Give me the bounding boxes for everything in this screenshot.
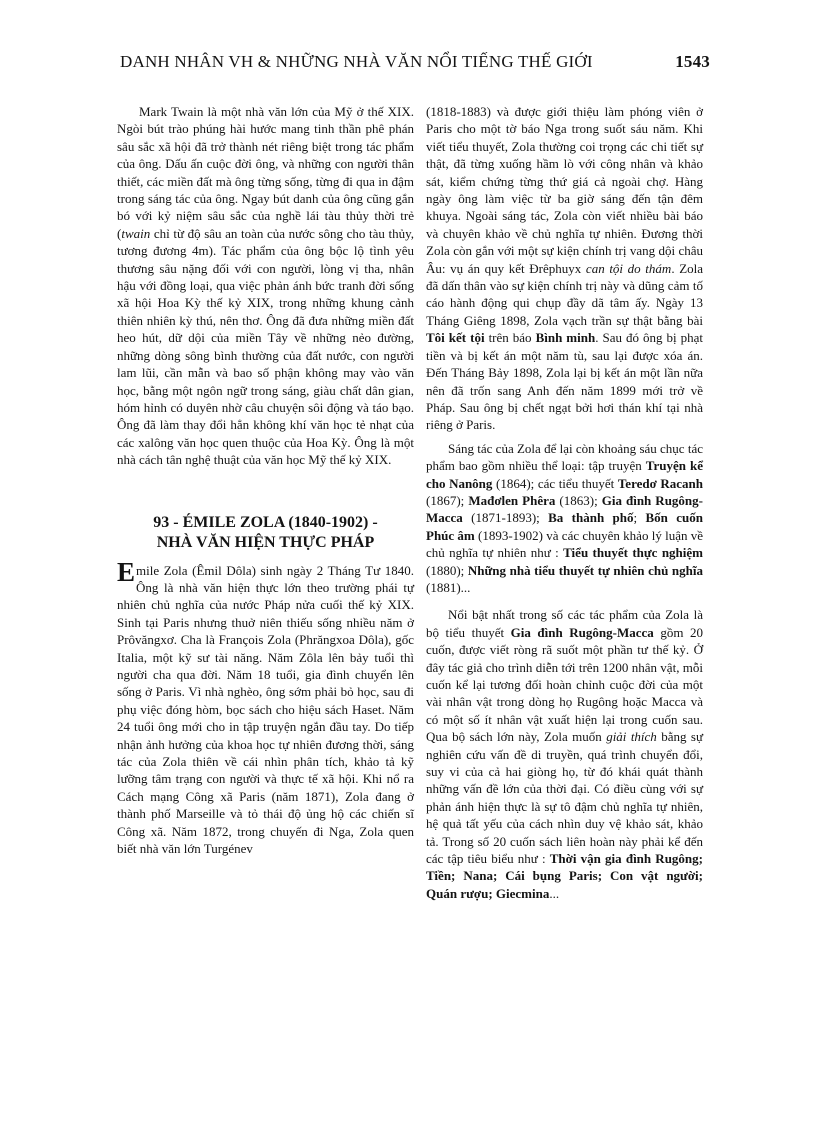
- work-title: Bốn cuốn Phúc âm: [426, 510, 703, 543]
- work-title: Những nhà tiểu thuyết tự nhiên chủ nghĩa: [467, 562, 703, 578]
- running-header: [120, 52, 710, 74]
- work-title: Gia đình Rugông-Macca: [510, 624, 654, 640]
- italic-phrase-espionage: can tội do thám: [585, 260, 672, 276]
- bold-title-j-accuse: Tôi kết tội: [426, 330, 485, 346]
- right-column: [426, 103, 703, 902]
- work-title: Tiểu thuyết thực nghiệm: [563, 545, 703, 561]
- works-paragraph: Sáng tác của Zola để lại còn khoảng sáu chục tác phẩm bao gồm nhiều thể loại: tập truyện Truyện kể cho Nanông (1864); các tiểu thuyết Teredơ Racanh (1867); Mađơlen Phêra (1863); Gia đình Rugông-Macca (1871-1893); Ba thành phố; Bốn cuốn Phúc âm (1893-1902) và các chuyên khảo lý luận về chủ nghĩa tự nhiên như : Tiểu thuyết thực nghiệm (1880); Những nhà tiểu thuyết tự nhiên chủ nghĩa (1881)...: [426, 440, 703, 595]
- italic-phrase-explain: giải thích: [606, 729, 657, 745]
- work-title: Teredơ Racanh: [617, 475, 703, 491]
- drop-cap: E: [117, 556, 136, 587]
- work-title: Gia đình Rugông-Macca: [426, 492, 703, 526]
- twain-paragraph: Mark Twain là một nhà văn lớn của Mỹ ở thế XIX. Ngòi bút trào phúng hài hước mang tinh thần phê phán sâu sắc xã hội đã trở thành nét riêng biệt trong tác phẩm của ông. Dấu ấn cuộc đời ông, và những con người thân thiết, các miền đất mà ông từng sống, từng đi qua in đậm trong sáng tác của ông. Ngay bút danh của ông cũng gắn bó với kỷ niệm sâu sắc của nghề lái tàu thủy thời trẻ (twain chỉ từ độ sâu an toàn của nước sông cho tàu thủy, tương đương 4m). Tác phẩm của ông bộc lộ tình yêu thương sâu nặng đối với con người, lòng vị tha, nhân hậu với đồng loại, qua việc phản ánh bức tranh đời sống xã hội Hoa Kỳ thế kỷ XIX, trong những khung cảnh thiên nhiên kỳ thú, nên thơ. Ông đã đưa những miền đất heo hút, dữ dội của miền Tây về những nẻo đường, những dòng sông bình thường của đất nước, con người lam lũi, cần mẫn và bao số phận không may vào văn học, bằng một ngôn ngữ trong sáng, giàu chất dân gian, hóm hỉnh có duyên nhờ câu chuyện sôi động và táo bạo. Ông đã làm thay đổi hẳn không khí văn học tẻ nhạt của các xalông văn học quen thuộc của Hoa Kỳ. Ông là một nhà cách tân nghệ thuật của văn học Mỹ thế kỷ XIX.: [117, 104, 414, 468]
- page-number: 1543: [675, 52, 710, 71]
- bold-newspaper-name: Bình minh: [535, 330, 596, 346]
- zola-biography-paragraph: (1818-1883) và được giới thiệu làm phóng viên ở Paris cho một tờ báo Nga trong suốt sáu năm. Khi viết tiểu thuyết, Zola thường coi trọng các chi tiết sự thật, đã từng xuống hầm lò với công nhân và khảo sát, kiểm chứng từng thứ giá cả ngoài chợ. Hàng ngày ông làm việc từ ba giờ sáng đến tận đêm khuya. Ngoài sáng tác, Zola còn viết nhiều bài báo và chuyên khảo về chủ nghĩa tự nhiên. Đương thời Zola còn gắn với một sự kiện chính trị vang dội châu Âu: vụ án quy kết Đrêphuyx can tội do thám. Zola đã dấn thân vào sự kiện chính trị này và dũng cảm tố cáo hành động qui chụp đầy dã tâm ấy. Ngày 13 Tháng Giêng 1898, Zola vạch trần sự thật bằng bài Tôi kết tội trên báo Bình minh. Sau đó ông bị phạt tiền và bị kết án một năm tù, sau lại được xóa án. Đến Tháng Bảy 1898, Zola lại bị kết án một lần nữa nên đã trốn sang Anh đến năm 1899 mới trở về Pháp. Sau ông bị chết ngạt bởi hơi thán khí tại nhà riêng ở Paris.: [426, 104, 704, 433]
- work-title: Ba thành phố: [548, 510, 634, 526]
- work-title-list: Thời vận gia đình Rugông; Tiền; Nana; Cái bụng Paris; Con vật người; Quán rượu; Giecmina: [426, 851, 703, 901]
- work-title: Mađơlen Phêra: [468, 492, 556, 508]
- rougon-macquart-paragraph: Nổi bật nhất trong số các tác phẩm của Zola là bộ tiểu thuyết Gia đình Rugông-Macca gồm 20 cuốn, được viết ròng rã suốt một phần tư thế kỷ. Ở đây tác giả cho trình diễn tới trên 1200 nhân vật, mỗi cuốn kể lại tương đối hoàn chỉnh cuộc đời của một vài nhân vật trong dòng họ Rugông hoặc Macca và có một số ít nhân vật xuất hiện lại trong cuốn sau. Qua bộ sách lớn này, Zola muốn giải thích bằng sự nghiên cứu vấn đề di truyền, quá trình chuyển đổi, suy vi của cả hai giòng họ, từ đó khái quát thành những vấn đề lớn của thời đại. Có điều cùng với sự phản ánh hiện thực là sự tô đậm chủ nghĩa tự nhiên, hệ quả tất yếu của cách nhìn duy vệ khảo sát, khảo tả. Trong số 20 cuốn sách liên hoàn này phải kể đến các tập tiêu biểu như : Thời vận gia đình Rugông; Tiền; Nana; Cái bụng Paris; Con vật người; Quán rượu; Giecmina...: [426, 607, 703, 901]
- work-title: Truyện kể cho Nanông: [426, 458, 703, 491]
- left-column: [117, 103, 414, 857]
- zola-intro-paragraph: Emile Zola (Êmil Dôla) sinh ngày 2 Tháng Tư 1840. Ông là nhà văn hiện thực lớn theo trường phái tự nhiên chủ nghĩa của nước Pháp nửa cuối thế kỷ XIX. Sinh tại Paris nhưng thuở niên thiếu sống nhiều năm ở Prôvăngxơ. Cha là François Zola (Phrăngxoa Dôla), gốc Italia, một kỹ sư tài năng. Năm Zôla lên bảy tuổi thì người cha qua đời. Năm 18 tuổi, gia đình chuyển lên sống ở Paris. Vì nhà nghèo, ông sớm phải bỏ học, sau đi phụ việc đóng hòm, bọc sách cho hiệu sách Haset. Năm 24 tuổi ông mới cho in tập truyện ngắn đầu tay. Do tiếp nhận ảnh hưởng của khoa học tự nhiên đương thời, sáng tác của Zola thiên về cái nhìn phân tích, khảo tả kỹ lưỡng tâm trạng con người và thực tế xã hội. Khi nổ ra Cách mạng Công xã Paris (năm 1871), Zola đang ở thành phố Marseille và tỏ thái độ ủng hộ các chiến sĩ Công xã. Năm 1872, trong chuyến đi Nga, Zola quen biết nhà văn lớn Turgénev: [117, 556, 414, 857]
- twain-italic-term: twain: [121, 225, 151, 241]
- header-title: DANH NHÂN VH & NHỮNG NHÀ VĂN NỔI TIẾNG THẾ GIỚI: [120, 52, 593, 71]
- section-title: [117, 513, 414, 553]
- section-title-line1: 93 - ÉMILE ZOLA (1840-1902) -: [153, 513, 378, 531]
- section-title-line2: NHÀ VĂN HIỆN THỰC PHÁP: [156, 533, 375, 551]
